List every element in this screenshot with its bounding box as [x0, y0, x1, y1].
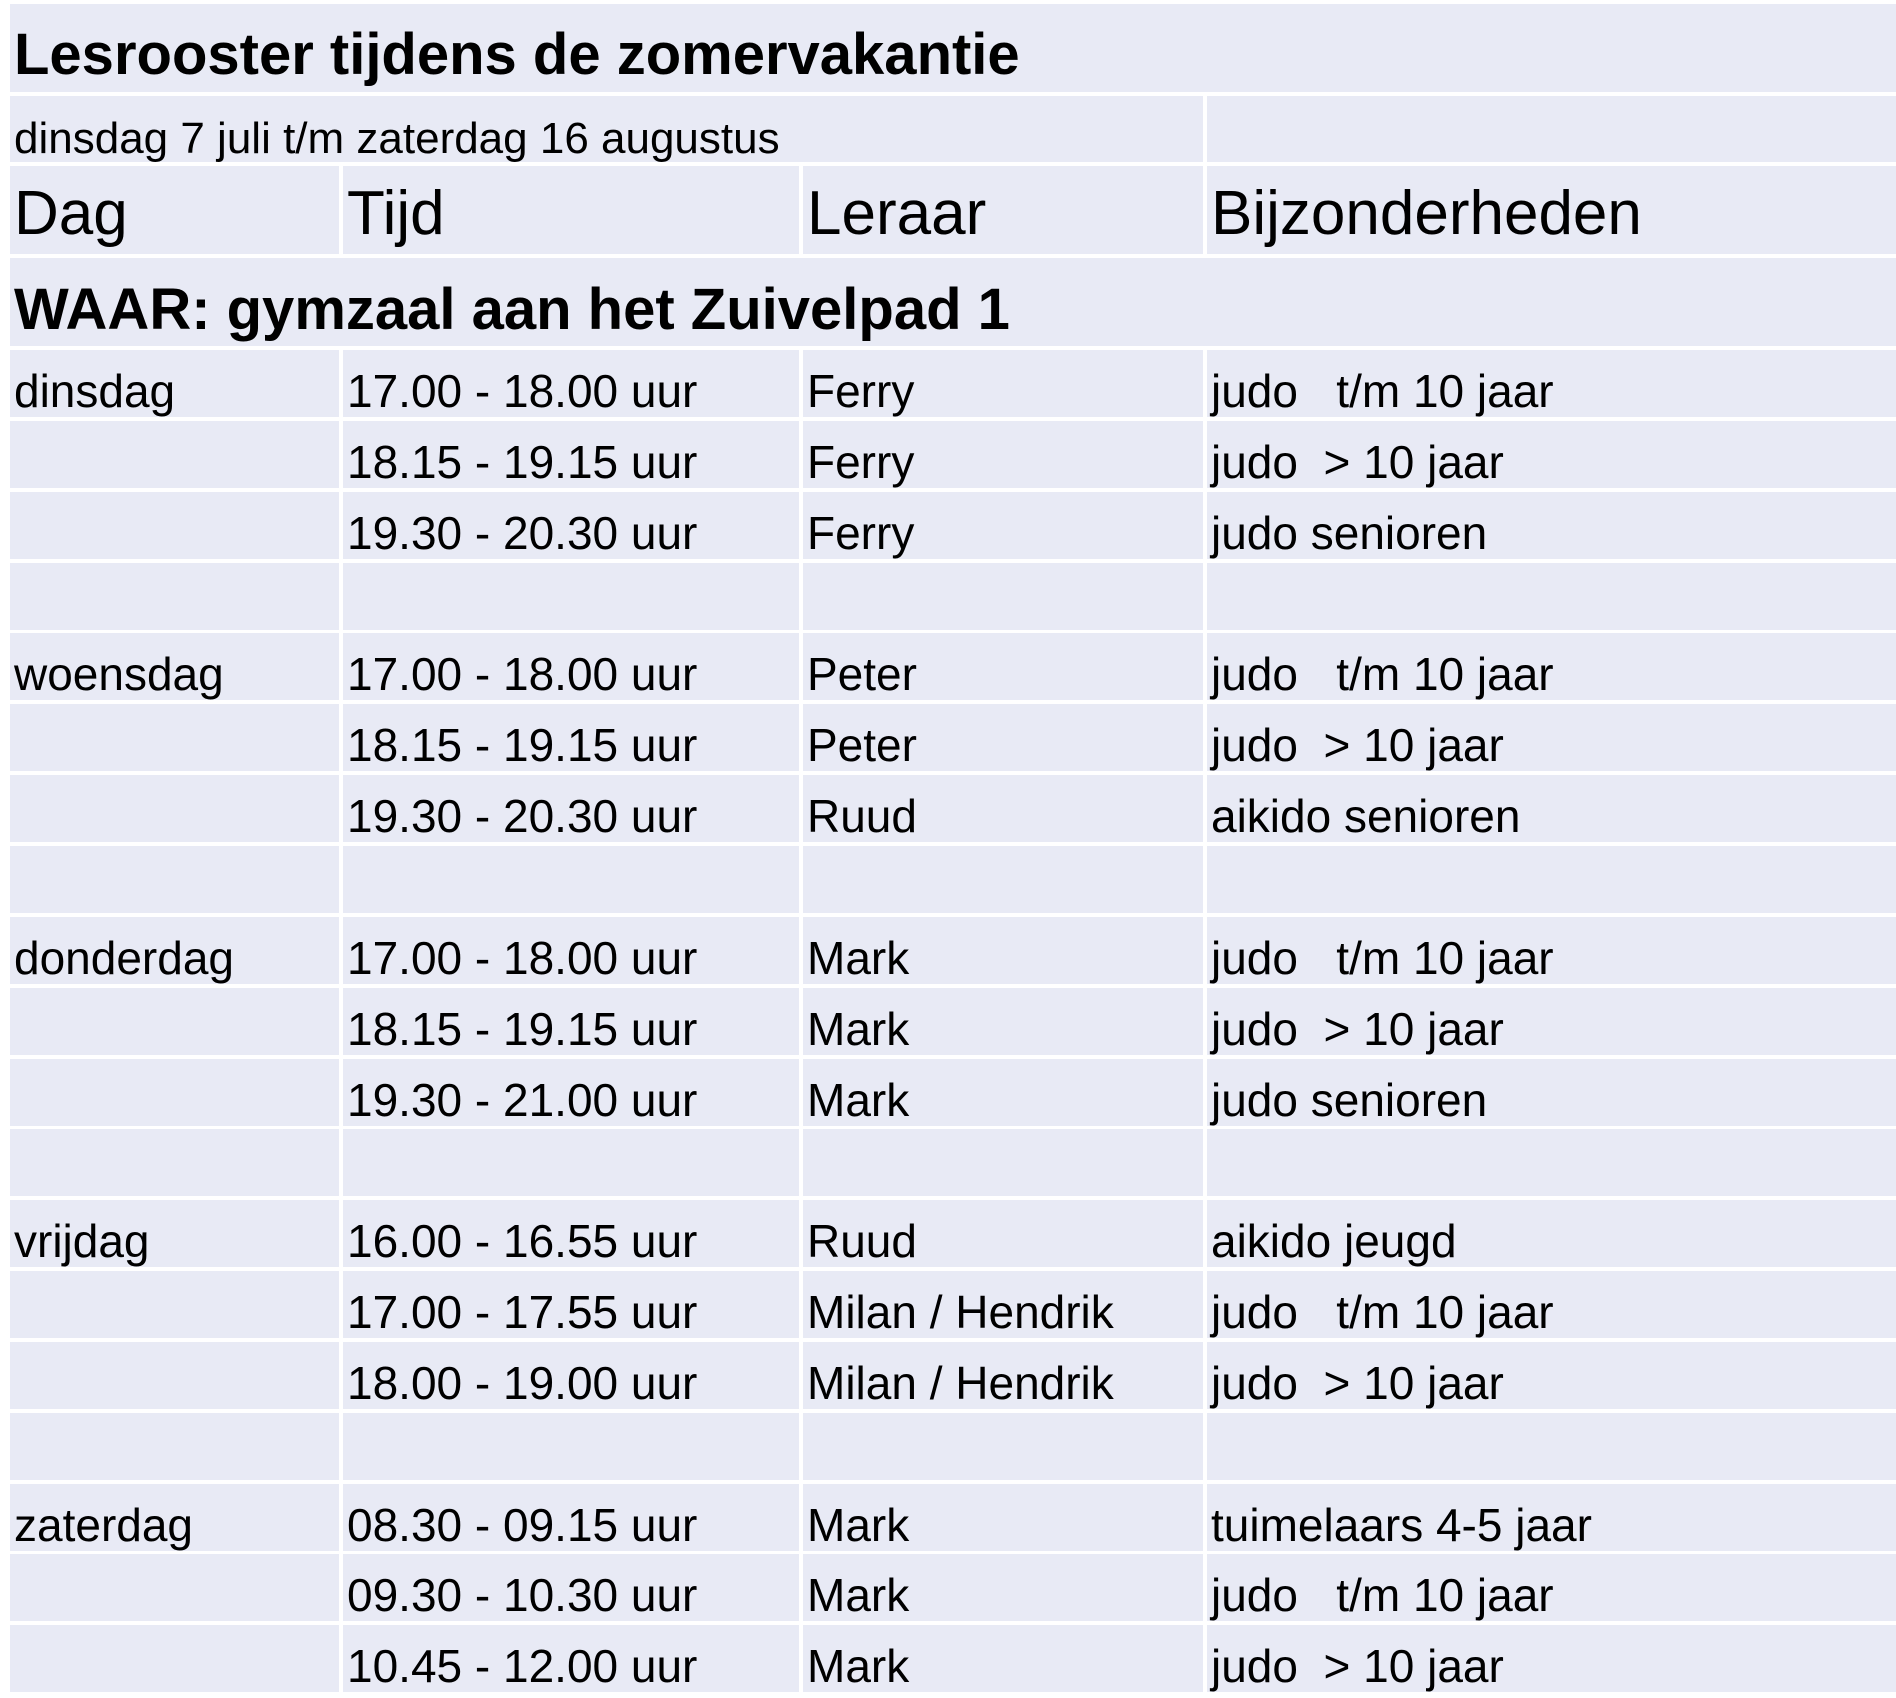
header-leraar: Leraar: [803, 166, 1203, 254]
schedule-title: Lesrooster tijdens de zomervakantie: [10, 4, 1896, 92]
schedule-cell-leraar: Milan / Hendrik: [803, 1342, 1203, 1409]
schedule-cell-bijzonderheden: [1207, 1413, 1896, 1480]
schedule-cell-tijd: 16.00 - 16.55 uur: [343, 1200, 799, 1267]
schedule-cell-tijd: 17.00 - 17.55 uur: [343, 1271, 799, 1338]
schedule-cell-bijzonderheden: [1207, 846, 1896, 913]
header-bijzonderheden: Bijzonderheden: [1207, 166, 1896, 254]
schedule-cell-tijd: 09.30 - 10.30 uur: [343, 1554, 799, 1621]
schedule-cell-bijzonderheden: judo senioren: [1207, 492, 1896, 559]
schedule-cell-tijd: 19.30 - 20.30 uur: [343, 492, 799, 559]
schedule-cell-bijzonderheden: judo > 10 jaar: [1207, 1342, 1896, 1409]
subtitle-empty-cell: [1207, 96, 1896, 162]
schedule-cell-dag: [10, 704, 339, 771]
schedule-cell-bijzonderheden: judo t/m 10 jaar: [1207, 1271, 1896, 1338]
schedule-cell-tijd: 10.45 - 12.00 uur: [343, 1625, 799, 1692]
schedule-cell-leraar: Ferry: [803, 350, 1203, 417]
schedule-cell-dag: [10, 421, 339, 488]
header-dag: Dag: [10, 166, 339, 254]
schedule-cell-tijd: [343, 846, 799, 913]
schedule-cell-dag: [10, 988, 339, 1055]
schedule-cell-tijd: 17.00 - 18.00 uur: [343, 633, 799, 700]
schedule-cell-leraar: Milan / Hendrik: [803, 1271, 1203, 1338]
schedule-cell-tijd: 19.30 - 20.30 uur: [343, 775, 799, 842]
schedule-cell-bijzonderheden: judo t/m 10 jaar: [1207, 633, 1896, 700]
schedule-cell-tijd: [343, 1413, 799, 1480]
schedule-cell-dag: [10, 1342, 339, 1409]
schedule-cell-leraar: [803, 846, 1203, 913]
schedule-cell-dag: [10, 1413, 339, 1480]
schedule-cell-dag: [10, 563, 339, 630]
schedule-cell-tijd: 08.30 - 09.15 uur: [343, 1484, 799, 1551]
schedule-cell-tijd: 19.30 - 21.00 uur: [343, 1059, 799, 1126]
schedule-cell-dag: vrijdag: [10, 1200, 339, 1267]
schedule-cell-dag: [10, 1554, 339, 1621]
schedule-cell-bijzonderheden: judo t/m 10 jaar: [1207, 917, 1896, 984]
schedule-cell-bijzonderheden: judo > 10 jaar: [1207, 1625, 1896, 1692]
schedule-cell-leraar: Ferry: [803, 492, 1203, 559]
schedule-cell-leraar: [803, 1129, 1203, 1196]
schedule-cell-dag: zaterdag: [10, 1484, 339, 1551]
schedule-cell-dag: [10, 1271, 339, 1338]
schedule-cell-leraar: [803, 563, 1203, 630]
schedule-cell-tijd: 17.00 - 18.00 uur: [343, 350, 799, 417]
schedule-cell-bijzonderheden: judo senioren: [1207, 1059, 1896, 1126]
schedule-cell-bijzonderheden: [1207, 1129, 1896, 1196]
schedule-cell-dag: [10, 492, 339, 559]
schedule-cell-leraar: Mark: [803, 917, 1203, 984]
schedule-cell-tijd: 18.15 - 19.15 uur: [343, 421, 799, 488]
schedule-cell-bijzonderheden: tuimelaars 4-5 jaar: [1207, 1484, 1896, 1551]
schedule-sheet: [10, 0, 1896, 1698]
schedule-cell-dag: woensdag: [10, 633, 339, 700]
schedule-cell-bijzonderheden: [1207, 563, 1896, 630]
schedule-cell-dag: [10, 775, 339, 842]
schedule-date-range: dinsdag 7 juli t/m zaterdag 16 augustus: [10, 96, 1203, 162]
schedule-cell-dag: [10, 1059, 339, 1126]
location-banner: WAAR: gymzaal aan het Zuivelpad 1: [10, 258, 1896, 346]
schedule-cell-bijzonderheden: aikido jeugd: [1207, 1200, 1896, 1267]
schedule-cell-bijzonderheden: judo > 10 jaar: [1207, 421, 1896, 488]
schedule-cell-leraar: [803, 1413, 1203, 1480]
schedule-cell-bijzonderheden: judo t/m 10 jaar: [1207, 1554, 1896, 1621]
schedule-cell-bijzonderheden: judo t/m 10 jaar: [1207, 350, 1896, 417]
schedule-cell-leraar: Peter: [803, 704, 1203, 771]
schedule-cell-tijd: 18.00 - 19.00 uur: [343, 1342, 799, 1409]
schedule-cell-leraar: Peter: [803, 633, 1203, 700]
schedule-cell-leraar: Mark: [803, 1484, 1203, 1551]
schedule-cell-tijd: 18.15 - 19.15 uur: [343, 704, 799, 771]
schedule-cell-bijzonderheden: aikido senioren: [1207, 775, 1896, 842]
schedule-cell-dag: donderdag: [10, 917, 339, 984]
schedule-cell-tijd: [343, 1129, 799, 1196]
schedule-cell-leraar: Ferry: [803, 421, 1203, 488]
schedule-cell-leraar: Mark: [803, 1059, 1203, 1126]
schedule-cell-tijd: [343, 563, 799, 630]
schedule-cell-tijd: 17.00 - 18.00 uur: [343, 917, 799, 984]
schedule-cell-dag: [10, 846, 339, 913]
schedule-cell-leraar: Ruud: [803, 1200, 1203, 1267]
schedule-cell-dag: [10, 1625, 339, 1692]
schedule-cell-dag: [10, 1129, 339, 1196]
schedule-cell-leraar: Mark: [803, 988, 1203, 1055]
header-tijd: Tijd: [343, 166, 799, 254]
schedule-cell-leraar: Mark: [803, 1625, 1203, 1692]
schedule-cell-bijzonderheden: judo > 10 jaar: [1207, 988, 1896, 1055]
schedule-cell-leraar: Mark: [803, 1554, 1203, 1621]
schedule-cell-tijd: 18.15 - 19.15 uur: [343, 988, 799, 1055]
schedule-cell-leraar: Ruud: [803, 775, 1203, 842]
schedule-cell-dag: dinsdag: [10, 350, 339, 417]
schedule-cell-bijzonderheden: judo > 10 jaar: [1207, 704, 1896, 771]
